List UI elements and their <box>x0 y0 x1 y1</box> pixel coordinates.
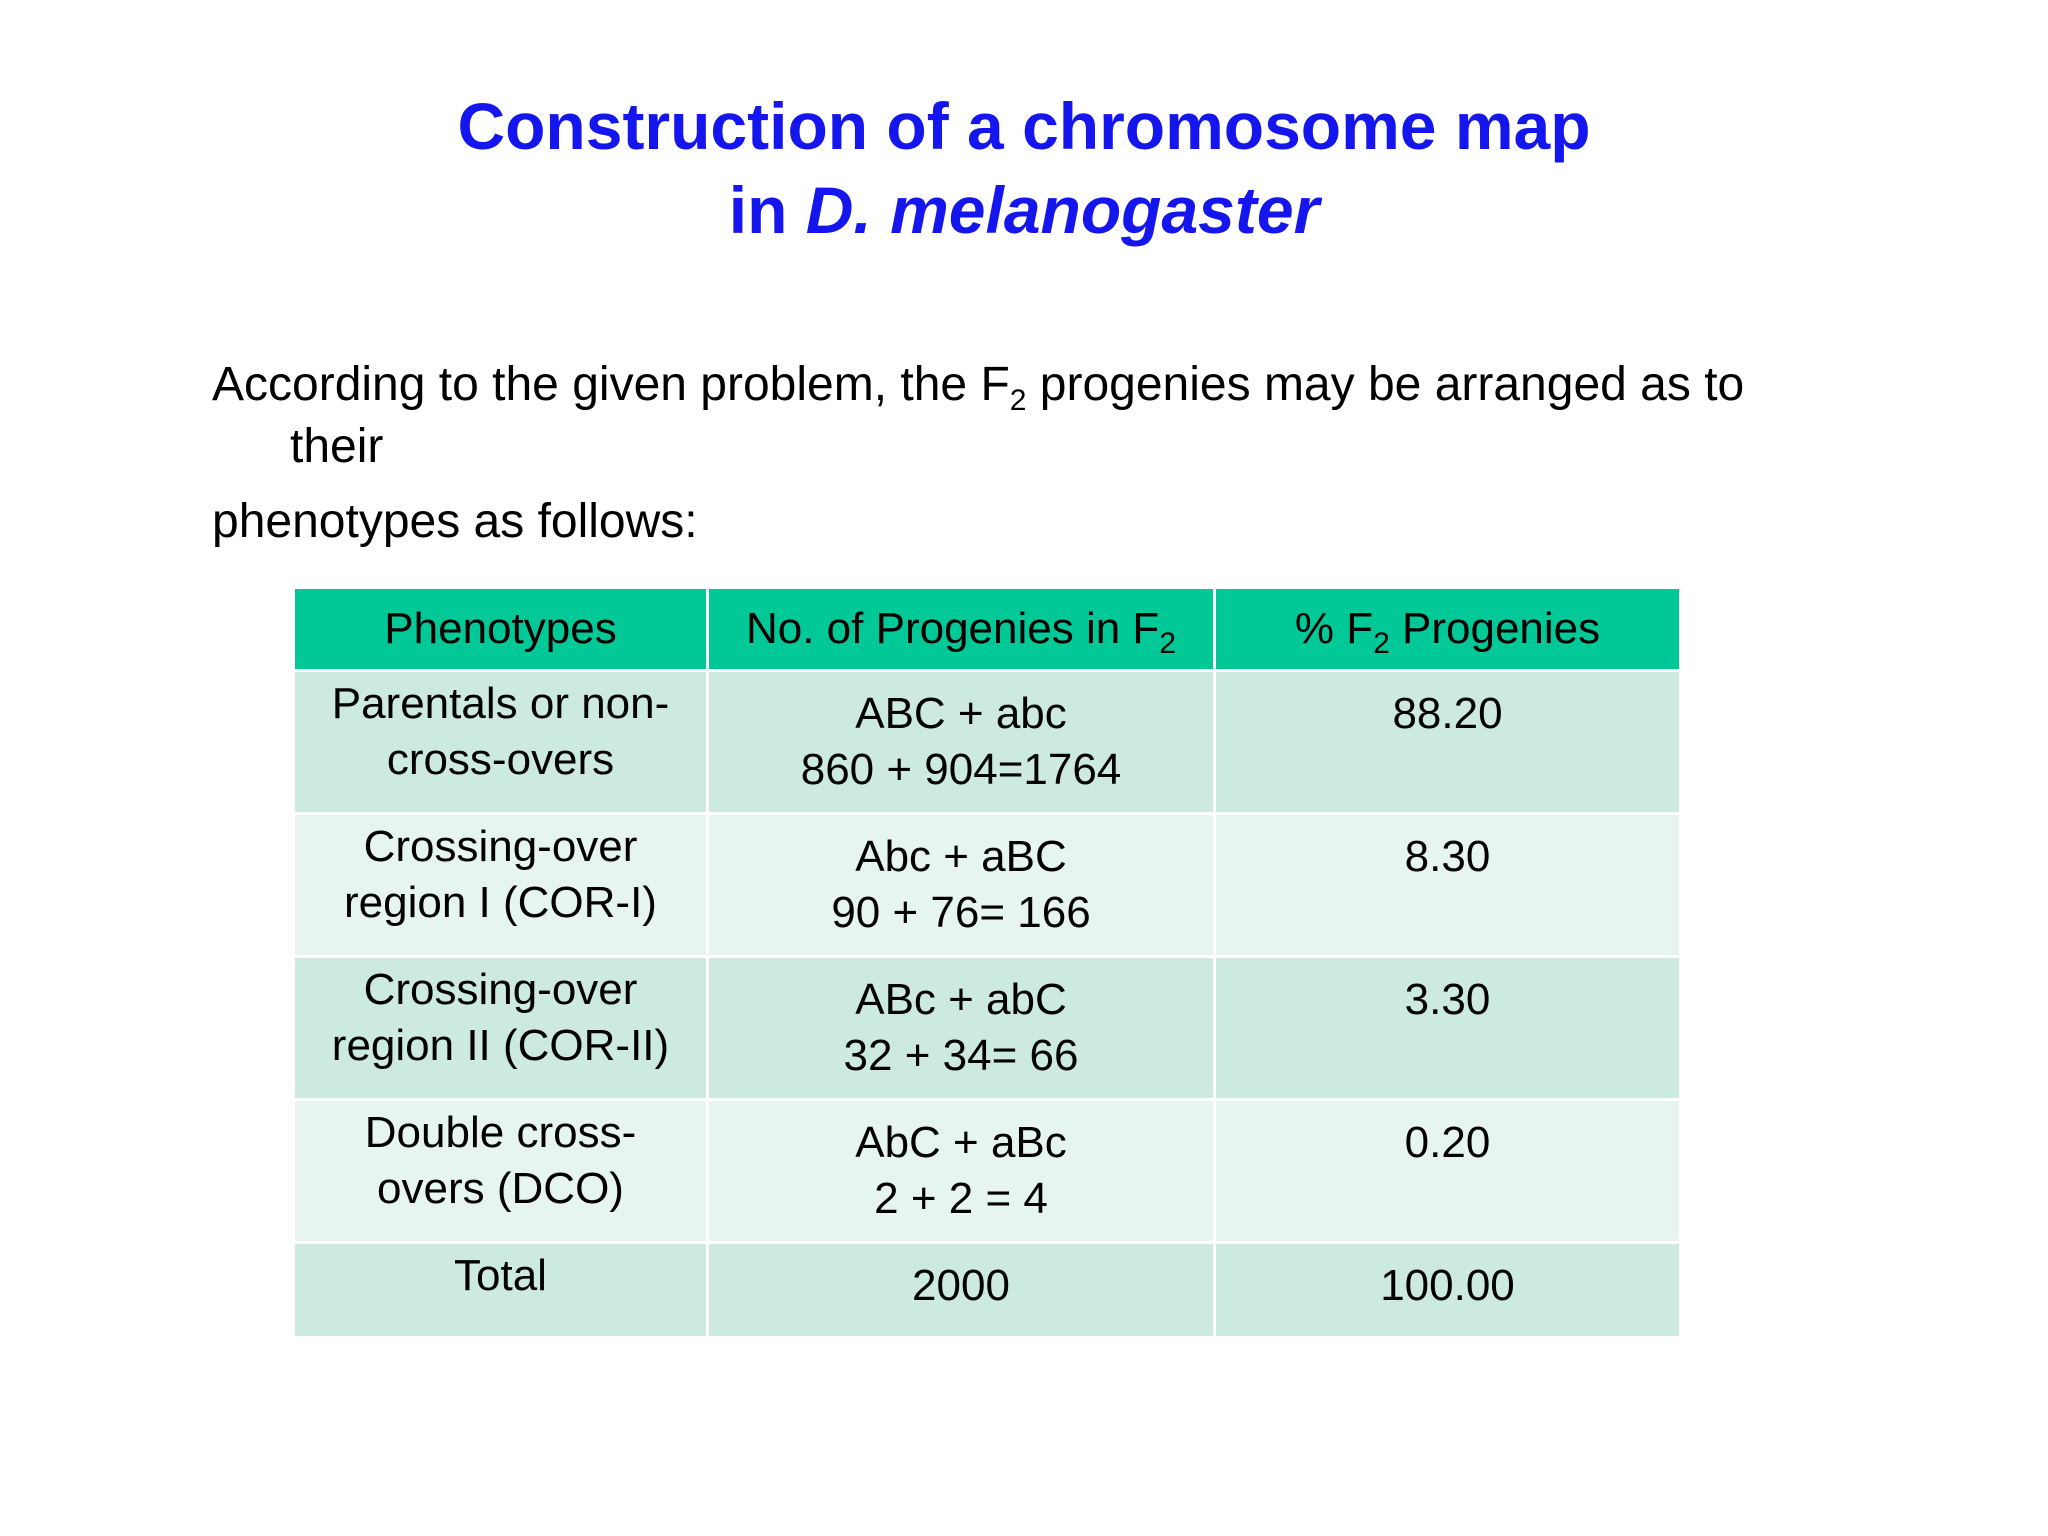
table-row <box>294 1100 1681 1243</box>
intro-text-part-2: progenies may be arranged as to <box>1026 358 1745 411</box>
progeny-count: 860 + 904=1764 <box>800 745 1122 794</box>
progeny-table <box>292 586 1682 1339</box>
intro-subscript: 2 <box>1009 384 1027 417</box>
header-count-subscript: 2 <box>1159 627 1176 660</box>
intro-line-3: phenotypes as follows: <box>212 495 698 548</box>
genotype-classes: ABC + abc <box>855 689 1067 738</box>
total-row <box>294 1243 1681 1338</box>
intro-text-part-1: According to the given problem, the F <box>212 358 1010 411</box>
title-line-2-prefix: in <box>728 173 806 247</box>
phenotype-line-1: Double cross- <box>364 1108 637 1157</box>
title-line-1: Construction of a chromosome map <box>457 89 1591 163</box>
genotype-classes: ABc + abC <box>855 975 1067 1024</box>
intro-line-2: their <box>290 420 384 473</box>
table-header-row <box>294 588 1681 671</box>
phenotype-line-2: cross-overs <box>386 735 615 784</box>
progeny-count: 90 + 76= 166 <box>831 888 1091 937</box>
slide-title <box>0 84 2048 252</box>
genotype-classes: Abc + aBC <box>855 832 1067 881</box>
title-line-2 <box>0 168 2048 252</box>
table-row <box>294 957 1681 1100</box>
count-cell <box>708 814 1215 957</box>
count-cell <box>708 671 1215 814</box>
count-cell <box>708 1100 1215 1243</box>
percent-cell: 8.30 <box>1215 814 1681 957</box>
phenotype-line-2: overs (DCO) <box>377 1164 624 1213</box>
header-progeny-count <box>708 588 1215 671</box>
species-name: D. melanogaster <box>805 173 1320 247</box>
phenotype-line-1: Crossing-over <box>363 822 638 871</box>
total-percent: 100.00 <box>1215 1243 1681 1338</box>
percent-cell: 88.20 <box>1215 671 1681 814</box>
phenotype-line-1: Crossing-over <box>363 965 638 1014</box>
phenotype-line-1: Parentals or non- <box>331 679 670 728</box>
total-count: 2000 <box>708 1243 1215 1338</box>
table-row <box>294 814 1681 957</box>
genotype-classes: AbC + aBc <box>855 1118 1067 1167</box>
table-row <box>294 671 1681 814</box>
phenotype-cell <box>294 671 708 814</box>
total-label: Total <box>294 1243 708 1338</box>
phenotype-line-2: region I (COR-I) <box>344 878 657 927</box>
header-phenotypes: Phenotypes <box>294 588 708 671</box>
percent-cell: 3.30 <box>1215 957 1681 1100</box>
header-count-text: No. of Progenies in F <box>745 604 1160 653</box>
progeny-count: 32 + 34= 66 <box>843 1031 1079 1080</box>
phenotype-cell <box>294 957 708 1100</box>
header-pct-prefix: % F <box>1294 604 1374 653</box>
count-cell <box>708 957 1215 1100</box>
progeny-count: 2 + 2 = 4 <box>874 1174 1048 1223</box>
phenotype-line-2: region II (COR-II) <box>331 1021 670 1070</box>
header-pct-suffix: Progenies <box>1389 604 1601 653</box>
percent-cell: 0.20 <box>1215 1100 1681 1243</box>
header-progeny-percent <box>1215 588 1681 671</box>
intro-line-1 <box>212 354 1912 416</box>
intro-paragraph <box>212 354 1912 553</box>
header-pct-subscript: 2 <box>1373 627 1390 660</box>
phenotype-cell <box>294 814 708 957</box>
phenotype-cell <box>294 1100 708 1243</box>
